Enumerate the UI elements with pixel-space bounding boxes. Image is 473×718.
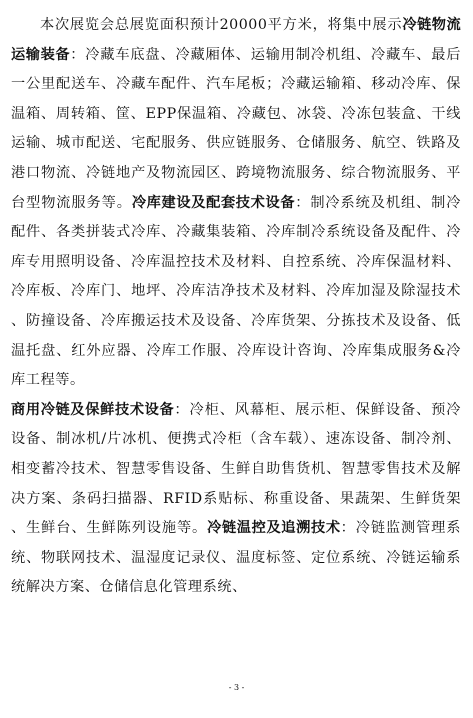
paragraph-body-text: ：冷柜、风幕柜、展示柜、保鲜设备、预冷设备、制冰机/片冰机、便携式冷柜（含车载）、速冻设备、制冷剂、相变蓄冷技术、智慧零售设备、生鲜自助售货机、智慧零售技术及解决方案、条码扫描器、RFID系贴标、称重设备、果蔬架、生鲜货架、生鲜台、生鲜陈列设施等。: [11, 401, 461, 537]
heading-cold-chain-transport-equipment: 冷链物流运输装备: [11, 17, 462, 63]
document-body: [11, 11, 461, 603]
paragraph-commercial-cold-chain: [11, 396, 461, 603]
page-number: - 3 -: [228, 683, 245, 692]
paragraph-cold-chain-logistics: [11, 11, 461, 396]
paragraph-body-text: ：冷藏车底盘、冷藏厢体、运输用制冷机组、冷藏车、最后一公里配送车、冷藏车配件、汽车尾板；冷藏运输箱、移动冷库、保温箱、周转箱、筐、EPP保温箱、冷藏包、冰袋、冷冻包装盒、干线运输、城市配送、宅配服务、供应链服务、仓储服务、航空、铁路及港口物流、冷链地产及物流园区、跨境物流服务、综合物流服务、平台型物流服务等。: [11, 46, 462, 211]
paragraph-body-text: ：制冷系统及机组、制冷配件、各类拼装式冷库、冷藏集装箱、冷库制冷系统设备及配件、冷库专用照明设备、冷库温控技术及材料、自控系统、冷库保温材料、冷库板、冷库门、地坪、冷库洁净技术及材料、冷库加湿及除湿技术、防撞设备、冷库搬运技术及设备、冷库货架、分拣技术及设备、低温托盘、红外应器、冷库工作服、冷库设计咨询、冷库集成服务&冷库工程等。: [11, 194, 461, 389]
paragraph-lead-text: 本次展览会总展览面积预计20000平方米，将集中展示: [40, 17, 403, 33]
paragraph-body-text: ：冷链监测管理系统、物联网技术、温湿度记录仪、温度标签、定位系统、冷链运输系统解决方案、仓储信息化管理系统、: [11, 520, 461, 596]
heading-temperature-control-traceability: 冷链温控及追溯技术: [207, 520, 341, 537]
heading-cold-storage-construction: 冷库建设及配套技术设备: [131, 194, 296, 211]
heading-commercial-cold-chain-equipment: 商用冷链及保鲜技术设备: [11, 401, 175, 418]
